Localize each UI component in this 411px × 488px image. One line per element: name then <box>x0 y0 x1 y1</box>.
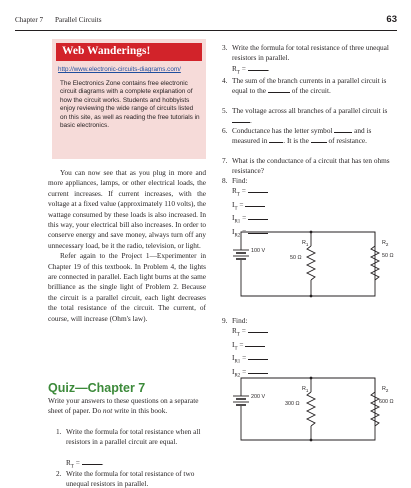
question-text: The sum of the branch currents in a parallel circuit is equal to the <box>232 76 387 95</box>
formula-equals: = <box>239 326 246 335</box>
formula-equals: = <box>240 353 247 363</box>
answer-blank[interactable] <box>269 142 283 143</box>
circuit-1-schematic <box>225 226 395 302</box>
quiz-intro-part: write in this book. <box>112 406 168 416</box>
answer-line-rt: $R_T$ = . <box>66 458 104 470</box>
resistor-subscript: 1 <box>305 388 309 394</box>
resistor-subscript: 2 <box>385 242 389 248</box>
question-number: 3. <box>222 43 228 52</box>
circuit-1-r1-value: 50 Ω <box>290 255 302 261</box>
circuit-1-r2-label <box>382 240 388 247</box>
circuit-1-voltage: 100 V <box>251 248 266 254</box>
quiz-intro-part: Write your answers to these questions on a separate sheet of paper. Do <box>48 396 199 416</box>
formula-equals: = <box>237 339 244 349</box>
body-text <box>48 168 206 324</box>
circuit-2-r2-value: 600 Ω <box>379 399 394 405</box>
answer-blank[interactable] <box>311 142 327 143</box>
circuit-1-r1-label <box>302 240 308 247</box>
question-text: . <box>250 115 252 125</box>
question-number: 1. <box>56 427 62 436</box>
resistor-symbol: R <box>382 386 386 392</box>
answer-blank[interactable] <box>232 122 250 123</box>
answer-blank[interactable] <box>334 132 352 133</box>
answer-line-rt: $R_T$ = . <box>232 64 270 76</box>
web-wanderings-box <box>52 39 206 159</box>
circuit-diagram-2 <box>225 372 395 446</box>
formula-equals: = <box>240 366 247 376</box>
question-text: Write the formula for total resistance when all resistors in a parallel circuit are equal. <box>66 427 201 446</box>
web-box-body: The Electronics Zone contains free electronic circuit diagrams with a complete explanation of how the circuit works. Students and hobbyists enjoy reviewing the wide range of circuits listed on this site, as well as reading the free tutorials in basic electronics. <box>60 80 200 130</box>
formula-subscript: T <box>234 206 238 212</box>
circuit-2-r1-label <box>302 386 308 393</box>
answer-blank[interactable] <box>268 92 290 93</box>
formula-subscript: T <box>234 346 238 352</box>
header-rule <box>15 30 397 31</box>
circuit-2-schematic <box>225 372 395 446</box>
formula-subscript: T <box>70 464 74 470</box>
formula-symbol: I <box>232 199 235 209</box>
answer-blank[interactable] <box>245 206 265 207</box>
formula-symbol: R <box>232 64 237 73</box>
formula-equals: = <box>239 64 246 73</box>
question-text: Conductance has the letter symbol <box>232 126 333 135</box>
formula-subscript: T <box>236 70 240 76</box>
question-text: Find: <box>232 176 248 185</box>
answer-blank[interactable] <box>248 332 268 333</box>
answer-blank[interactable] <box>248 219 268 220</box>
paragraph-2: Refer again to the Project 1—Experimenter in Chapter 19 of this textbook. In Problem 4, the lights are connected in parallel. Each light burns at the same brilliance as the single light of Problem 2. Because the circuit is a parallel circuit, each light decreases the total resistance of the circuit. The current, of course, will increase (Ohm's law). <box>48 251 206 323</box>
page-number: 63 <box>386 14 397 25</box>
question-text: of the circuit. <box>291 85 331 95</box>
paragraph-1: You can now see that as you plug in more and more appliances, lamps, or other electrical loads, the current increases. If current increases, with the voltage at a fixed value (approximately 110 volts), the wattage consumed by these loads is also increased. In this way, your electrical bill also increases. In order to conserve energy and save money, always turn off any unnecessary load, be it the radio, television, or light. <box>48 168 206 250</box>
formula-symbol: I <box>232 339 235 349</box>
formula-symbol: I <box>232 213 235 223</box>
quiz-intro <box>48 396 206 416</box>
formula-symbol: R <box>232 326 237 335</box>
quiz-title: Quiz—Chapter 7 <box>48 381 146 395</box>
question-number: 8. <box>222 176 228 185</box>
question-number: 4. <box>222 76 228 85</box>
question-text: of resistance. <box>328 135 367 145</box>
answer-blank[interactable] <box>245 346 265 347</box>
section-title: Parallel Circuits <box>55 16 102 24</box>
circuit-diagram-1 <box>225 226 395 302</box>
circuit-2-r1-value: 300 Ω <box>285 401 300 407</box>
question-text: The voltage across all branches of a parallel circuit is <box>232 106 388 115</box>
question-text: Find: <box>232 316 248 325</box>
formula-subscript: T <box>236 192 240 198</box>
question-number: 7. <box>222 156 228 165</box>
formula-symbol: I <box>232 226 235 236</box>
formula-symbol: I <box>232 366 235 376</box>
question-number: 5. <box>222 106 228 115</box>
formula-equals: = <box>240 213 247 223</box>
resistor-symbol: R <box>302 386 306 392</box>
formula-symbol: R <box>66 458 71 467</box>
question-text: What is the conductance of a circuit that has ten ohms resistance? <box>232 156 390 175</box>
formula-subscript: R2 <box>234 233 241 239</box>
formula-subscript: R1 <box>234 359 241 365</box>
question-text: . It is the <box>283 135 309 145</box>
circuit-2-voltage: 200 V <box>251 394 266 400</box>
circuit-1-r2-value: 50 Ω <box>382 253 394 259</box>
question-text: Write the formula for total resistance of three unequal resistors in parallel. <box>232 43 389 62</box>
resistor-symbol: R <box>382 240 386 246</box>
question-number: 6. <box>222 126 228 135</box>
formula-symbol: R <box>232 186 237 195</box>
formula-symbol: I <box>232 353 235 363</box>
question-number: 2. <box>56 469 62 478</box>
quiz-intro-emphasis: not <box>102 406 113 416</box>
web-wanderings-title: Web Wanderings! <box>62 45 151 57</box>
resistor-subscript: 2 <box>385 388 389 394</box>
answer-blank[interactable] <box>248 192 268 193</box>
web-wanderings-header <box>56 43 202 61</box>
question-text: Write the formula for total resistance of two unequal resistors in parallel. <box>66 469 195 488</box>
resistor-subscript: 1 <box>305 242 309 248</box>
question-text: and is measured in <box>232 126 372 145</box>
chapter-label: Chapter 7 <box>15 16 44 24</box>
formula-equals: = <box>239 186 246 195</box>
formula-subscript: R1 <box>234 219 241 225</box>
formula-subscript: R2 <box>234 373 241 379</box>
web-link[interactable]: http://www.electronic-circuits-diagrams.com/ <box>58 66 181 73</box>
answer-blank[interactable] <box>82 464 102 465</box>
circuit-2-r2-label <box>382 386 388 393</box>
formula-equals: = <box>73 458 80 467</box>
resistor-symbol: R <box>302 240 306 246</box>
formula-equals: = <box>240 226 247 236</box>
formula-subscript: T <box>236 332 240 338</box>
question-number: 9. <box>222 316 228 325</box>
formula-equals: = <box>237 199 244 209</box>
answer-blank[interactable] <box>248 359 268 360</box>
answer-blank[interactable] <box>248 70 268 71</box>
page-header <box>15 16 397 30</box>
